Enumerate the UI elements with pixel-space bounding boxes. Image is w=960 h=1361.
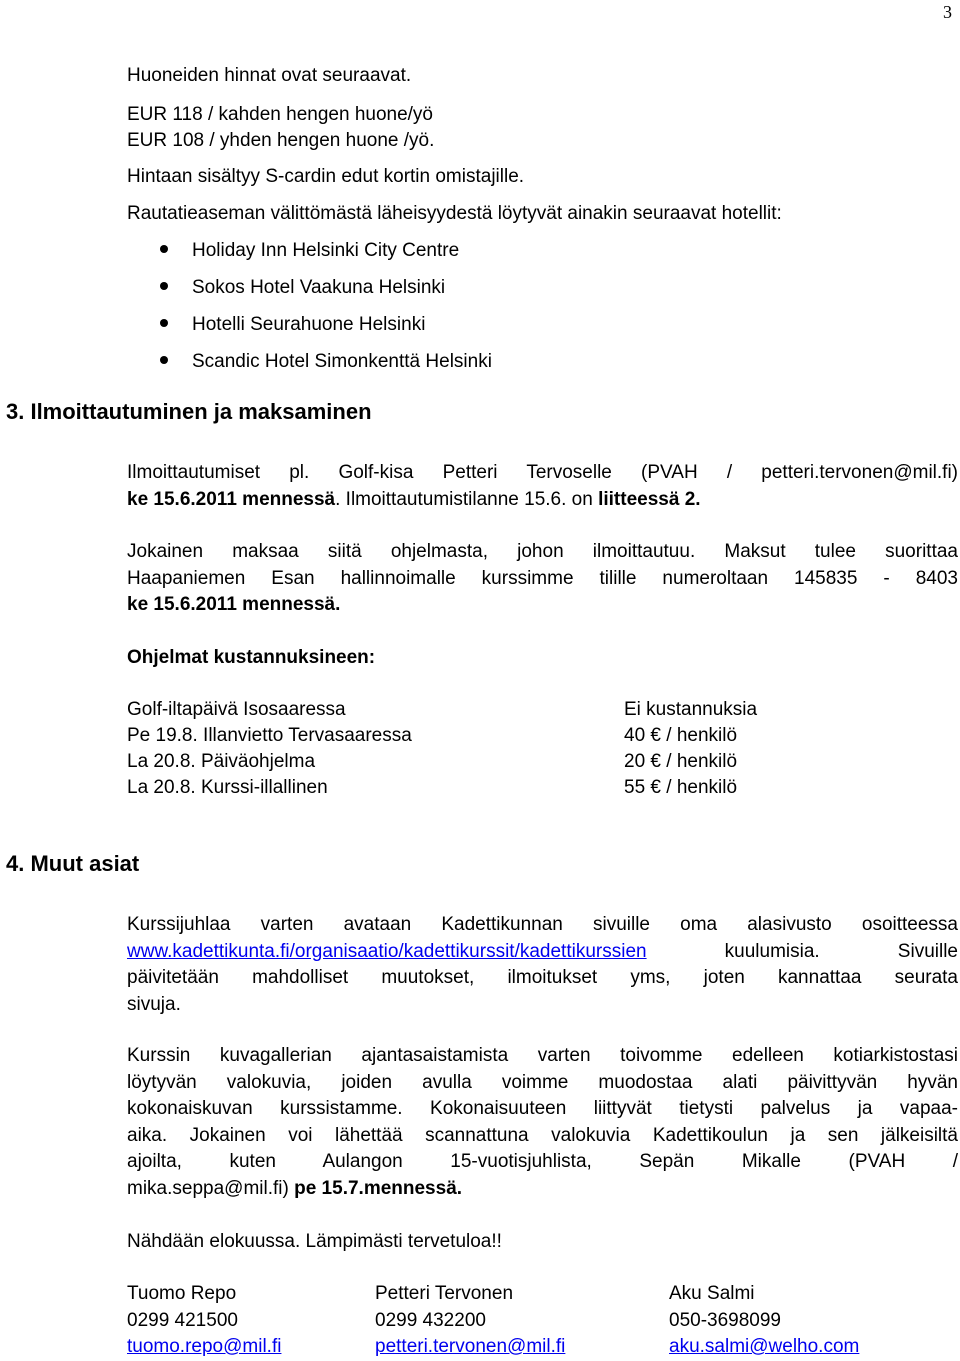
gallery-line-4: aika. Jokainen voi lähettää scannattuna valokuvia Kadettikoulun ja sen jälkeisiltä	[127, 1124, 958, 1146]
cost-value: 20 € / henkilö	[624, 751, 738, 772]
hotel-item: Holiday Inn Helsinki City Centre	[160, 238, 459, 264]
signature-email-link[interactable]: petteri.tervonen@mil.fi	[375, 1336, 566, 1357]
page-number: 3	[943, 2, 952, 22]
website-line-4: sivuja.	[127, 993, 181, 1015]
cost-value: Ei kustannuksia	[624, 699, 758, 720]
cost-value: 40 € / henkilö	[624, 725, 738, 746]
website-paragraph	[127, 912, 958, 1018]
gallery-line-6: mika.seppa@mil.fi) pe 15.7.mennessä.	[127, 1177, 463, 1199]
registration-line-2: ke 15.6.2011 mennessä. Ilmoittautumistilanne 15.6. on liitteessä 2.	[127, 488, 701, 510]
signature-phone: 0299 432200	[375, 1309, 486, 1331]
cost-item: Golf-iltapäivä Isosaaressa	[127, 699, 346, 720]
signature-block	[669, 1281, 859, 1361]
cost-item: Pe 19.8. Illanvietto Tervasaaressa	[127, 725, 412, 746]
bullet-icon	[160, 356, 168, 364]
signature-phone: 050-3698099	[669, 1309, 781, 1331]
website-line-3: päivitetään mahdolliset muutokset, ilmoitukset yms, joten kannattaa seurata	[127, 967, 958, 988]
price-single: EUR 108 / yhden hengen huone /yö.	[127, 130, 435, 151]
registration-paragraph	[127, 460, 958, 513]
payment-line-1: Jokainen maksaa siitä ohjelmasta, johon ilmoittautuu. Maksut tulee suorittaa	[127, 541, 958, 562]
website-line-1: Kurssijuhlaa varten avataan Kadettikunnan sivuille oma alasivusto osoitteessa	[127, 914, 958, 935]
signature-name: Petteri Tervonen	[375, 1283, 514, 1304]
hotel-item: Sokos Hotel Vaakuna Helsinki	[160, 275, 445, 301]
signature-block	[375, 1281, 565, 1361]
payment-deadline: ke 15.6.2011 mennessä.	[127, 594, 341, 615]
kadettikunta-link[interactable]: www.kadettikunta.fi/organisaatio/kadettikurssit/kadettikurssien	[127, 940, 647, 962]
signature-email-link[interactable]: tuomo.repo@mil.fi	[127, 1336, 282, 1357]
signature-name: Tuomo Repo	[127, 1283, 237, 1304]
section-3-heading: 3. Ilmoittautuminen ja maksaminen	[6, 399, 372, 424]
gallery-line-1: Kurssin kuvagallerian ajantasaistamista varten toivomme edelleen kotiarkistostasi	[127, 1045, 958, 1066]
payment-paragraph	[127, 539, 958, 619]
signature-email-link[interactable]: aku.salmi@welho.com	[669, 1336, 860, 1357]
bullet-icon	[160, 319, 168, 327]
prices-intro: Huoneiden hinnat ovat seuraavat.	[127, 65, 412, 86]
registration-line-1: Ilmoittautumiset pl. Golf-kisa Petteri Tervoselle (PVAH / petteri.tervonen@mil.fi)	[127, 462, 958, 483]
website-line-2: www.kadettikunta.fi/organisaatio/kadettikurssit/kadettikurssien kuulumisia. Sivuille	[127, 940, 958, 962]
scard-note: Hintaan sisältyy S-cardin edut kortin omistajille.	[127, 166, 525, 187]
bullet-icon	[160, 282, 168, 290]
closing-line: Nähdään elokuussa. Lämpimästi tervetuloa!!	[127, 1231, 502, 1252]
gallery-line-3: kokonaiskuvan kurssistamme. Kokonaisuuteen liittyvät tietysti palvelus ja vapaa-	[127, 1098, 958, 1119]
gallery-line-2: löytyvän valokuvia, joiden avulla voimme muodostaa alati päivittyvän hyvän	[127, 1071, 958, 1093]
hotel-item: Hotelli Seurahuone Helsinki	[160, 312, 425, 338]
bullet-icon	[160, 245, 168, 253]
gallery-paragraph	[127, 1043, 958, 1202]
signature-name: Aku Salmi	[669, 1283, 755, 1304]
payment-line-2: Haapaniemen Esan hallinnoimalle kurssimme tilille numeroltaan 145835 - 8403	[127, 567, 958, 589]
hotel-item: Scandic Hotel Simonkenttä Helsinki	[160, 349, 492, 375]
price-double: EUR 118 / kahden hengen huone/yö	[127, 104, 433, 125]
cost-value: 55 € / henkilö	[624, 777, 738, 798]
cost-item: La 20.8. Päiväohjelma	[127, 751, 316, 772]
cost-item: La 20.8. Kurssi-illallinen	[127, 777, 328, 798]
section-4-heading: 4. Muut asiat	[6, 851, 140, 876]
hotels-intro: Rautatieaseman välittömästä läheisyydestä löytyvät ainakin seuraavat hotellit:	[127, 203, 782, 224]
gallery-line-5: ajoilta, kuten Aulangon 15-vuotisjuhlista, Sepän Mikalle (PVAH /	[127, 1151, 958, 1172]
signature-block	[127, 1281, 281, 1361]
costs-heading: Ohjelmat kustannuksineen:	[127, 647, 376, 668]
signature-phone: 0299 421500	[127, 1309, 238, 1331]
